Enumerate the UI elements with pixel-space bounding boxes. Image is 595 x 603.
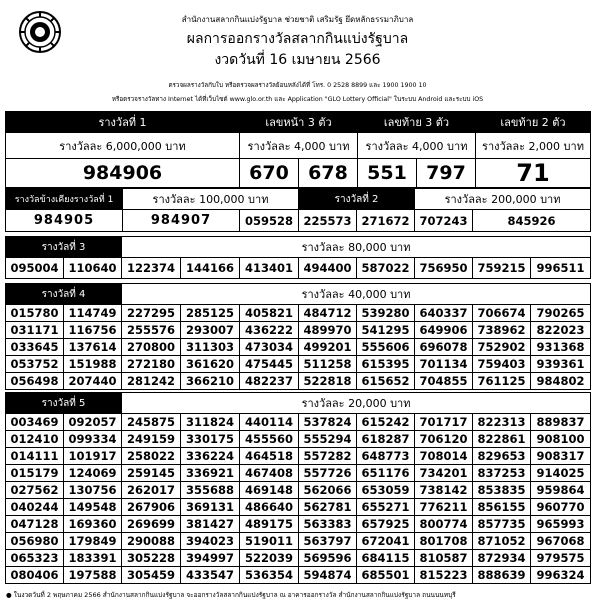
back3-number: 797 <box>417 159 476 188</box>
fifth-prize-number: 618287 <box>357 431 415 448</box>
fourth-prize-number: 649906 <box>415 322 473 339</box>
fifth-prize-number: 684115 <box>357 550 415 567</box>
second-prize-number: 225573 <box>299 210 357 232</box>
fifth-prize-number: 653059 <box>357 482 415 499</box>
fifth-prize-number: 536354 <box>240 567 299 584</box>
fifth-prize-number: 871052 <box>473 533 531 550</box>
fifth-prize-number: 330175 <box>181 431 240 448</box>
third-prize-number: 494400 <box>299 258 357 279</box>
third-prize-number: 110640 <box>64 258 122 279</box>
fifth-prize-number: 440114 <box>240 414 299 431</box>
fourth-prize-number: 640337 <box>415 305 473 322</box>
first-prize-label: รางวัลที่ 1 <box>6 112 240 133</box>
back2-amount: รางวัลละ 2,000 บาท <box>476 133 591 159</box>
table-row <box>6 533 591 550</box>
fifth-prize-number: 651176 <box>357 465 415 482</box>
fifth-prize-number: 708014 <box>415 448 473 465</box>
fourth-prize-number: 522818 <box>299 373 357 390</box>
fourth-prize-number: 255576 <box>122 322 181 339</box>
fifth-prize-number: 822861 <box>473 431 531 448</box>
table-row <box>6 431 591 448</box>
fourth-prize-number: 053752 <box>6 356 64 373</box>
fourth-prize-number: 790265 <box>531 305 591 322</box>
third-prize-label: รางวัลที่ 3 <box>6 237 122 258</box>
fourth-prize-number: 484712 <box>299 305 357 322</box>
fourth-prize-number: 615395 <box>357 356 415 373</box>
fifth-prize-number: 249159 <box>122 431 181 448</box>
fourth-prize-number: 738962 <box>473 322 531 339</box>
fourth-prize-number: 114749 <box>64 305 122 322</box>
fifth-prize-number: 519011 <box>240 533 299 550</box>
fifth-prize-number: 908100 <box>531 431 591 448</box>
table-row <box>6 414 591 431</box>
fifth-prize-number: 124069 <box>64 465 122 482</box>
fifth-prize-number: 738142 <box>415 482 473 499</box>
fifth-prize-number: 262017 <box>122 482 181 499</box>
draw-date: งวดวันที่ 16 เมษายน 2566 <box>214 52 381 68</box>
check-info: ตรวจผลรางวัลกับใบ หรือตรวจผลรางวัลย้อนหลังได้ที่ โทร. 0 2528 8899 และ 1900 1900 10 <box>168 82 427 89</box>
second-prize-label: รางวัลที่ 2 <box>299 189 415 210</box>
table-row <box>6 356 591 373</box>
fifth-prize-table <box>5 392 591 584</box>
fourth-prize-number: 822023 <box>531 322 591 339</box>
fifth-prize-number: 594874 <box>299 567 357 584</box>
fifth-prize-number: 258022 <box>122 448 181 465</box>
fourth-prize-number: 436222 <box>240 322 299 339</box>
fifth-prize-number: 685501 <box>357 567 415 584</box>
near-first-number: 984907 <box>123 210 240 232</box>
first-prize-number: 984906 <box>6 159 240 188</box>
fifth-prize-number: 734201 <box>415 465 473 482</box>
fifth-prize-number: 960770 <box>531 499 591 516</box>
fifth-prize-number: 355688 <box>181 482 240 499</box>
fourth-prize-number: 056498 <box>6 373 64 390</box>
fifth-prize-number: 369131 <box>181 499 240 516</box>
fifth-prize-number: 394997 <box>181 550 240 567</box>
third-prize-number: 587022 <box>357 258 415 279</box>
table-row <box>6 567 591 584</box>
footer-note: ● ในงวดวันที่ 2 พฤษภาคม 2566 สำนักงานสลากกินแบ่งรัฐบาล จะออกรางวัลสลากกินแบ่งรัฐบาล ณ อาคารออกรางวัล สำนักงานสลากกินแบ่งรัฐบาล ถนนนนทบุรี <box>6 591 456 599</box>
second-prize-number: 845926 <box>473 210 591 232</box>
fifth-prize-number: 245875 <box>122 414 181 431</box>
fourth-prize-number: 473034 <box>240 339 299 356</box>
table-row <box>6 448 591 465</box>
fifth-prize-number: 706120 <box>415 431 473 448</box>
fifth-prize-number: 557282 <box>299 448 357 465</box>
fifth-prize-number: 065323 <box>6 550 64 567</box>
fourth-prize-number: 761125 <box>473 373 531 390</box>
fifth-prize-number: 197588 <box>64 567 122 584</box>
fifth-prize-number: 701717 <box>415 414 473 431</box>
fourth-prize-number: 281242 <box>122 373 181 390</box>
fifth-prize-number: 801708 <box>415 533 473 550</box>
back2-label: เลขท้าย 2 ตัว <box>476 112 591 133</box>
second-prize-number: 271672 <box>357 210 415 232</box>
second-prize-number: 707243 <box>415 210 473 232</box>
fifth-prize-number: 872934 <box>473 550 531 567</box>
fourth-prize-number: 984802 <box>531 373 591 390</box>
back3-number: 551 <box>358 159 417 188</box>
fifth-prize-number: 815223 <box>415 567 473 584</box>
second-prize-number: 059528 <box>240 210 299 232</box>
fifth-prize-number: 455560 <box>240 431 299 448</box>
third-prize-number: 144166 <box>181 258 240 279</box>
fifth-prize-number: 183391 <box>64 550 122 567</box>
fourth-prize-number: 499201 <box>299 339 357 356</box>
fifth-prize-number: 959864 <box>531 482 591 499</box>
fifth-prize-number: 015179 <box>6 465 64 482</box>
fifth-prize-number: 853835 <box>473 482 531 499</box>
fifth-prize-number: 557726 <box>299 465 357 482</box>
near-and-second-table <box>5 188 591 232</box>
fifth-prize-number: 169360 <box>64 516 122 533</box>
fifth-prize-number: 489175 <box>240 516 299 533</box>
fifth-prize-number: 130756 <box>64 482 122 499</box>
table-row <box>6 516 591 533</box>
fourth-prize-number: 931368 <box>531 339 591 356</box>
third-prize-number: 095004 <box>6 258 64 279</box>
fifth-prize-number: 336224 <box>181 448 240 465</box>
fourth-prize-number: 293007 <box>181 322 240 339</box>
fourth-prize-number: 555606 <box>357 339 415 356</box>
fourth-prize-number: 511258 <box>299 356 357 373</box>
third-prize-number: 756950 <box>415 258 473 279</box>
internet-info: หรือตรวจรางวัลทาง Internet ได้ที่เว็บไซต์ www.glo.or.th และ Application "GLO Lottery Official" ในระบบ Android และระบบ iOS <box>111 96 484 103</box>
fourth-prize-number: 405821 <box>240 305 299 322</box>
fourth-prize-number: 227295 <box>122 305 181 322</box>
fifth-prize-number: 305459 <box>122 567 181 584</box>
fourth-prize-number: 696078 <box>415 339 473 356</box>
fourth-prize-number: 033645 <box>6 339 64 356</box>
fifth-prize-number: 856155 <box>473 499 531 516</box>
near-first-amount: รางวัลละ 100,000 บาท <box>123 189 299 210</box>
fifth-prize-number: 888639 <box>473 567 531 584</box>
fifth-prize-number: 336921 <box>181 465 240 482</box>
fifth-prize-number: 672041 <box>357 533 415 550</box>
fourth-prize-number: 615652 <box>357 373 415 390</box>
fifth-prize-number: 290088 <box>122 533 181 550</box>
fifth-prize-number: 305228 <box>122 550 181 567</box>
third-prize-number: 996511 <box>531 258 591 279</box>
fifth-prize-number: 562781 <box>299 499 357 516</box>
fifth-prize-number: 056980 <box>6 533 64 550</box>
fifth-prize-number: 537824 <box>299 414 357 431</box>
header <box>0 0 595 68</box>
fifth-prize-number: 179849 <box>64 533 122 550</box>
fifth-prize-number: 080406 <box>6 567 64 584</box>
fourth-prize-number: 539280 <box>357 305 415 322</box>
fifth-prize-number: 889837 <box>531 414 591 431</box>
fourth-prize-table <box>5 283 591 390</box>
back2-number: 71 <box>476 159 591 188</box>
first-prize-amount: รางวัลละ 6,000,000 บาท <box>6 133 240 159</box>
fourth-prize-number: 701134 <box>415 356 473 373</box>
fourth-prize-number: 482237 <box>240 373 299 390</box>
fifth-prize-number: 655271 <box>357 499 415 516</box>
fifth-prize-number: 027562 <box>6 482 64 499</box>
fifth-prize-number: 012410 <box>6 431 64 448</box>
fifth-prize-number: 615242 <box>357 414 415 431</box>
fourth-prize-number: 285125 <box>181 305 240 322</box>
fifth-prize-number: 648773 <box>357 448 415 465</box>
fifth-prize-number: 259145 <box>122 465 181 482</box>
fourth-prize-amount: รางวัลละ 40,000 บาท <box>122 284 591 305</box>
fourth-prize-number: 116756 <box>64 322 122 339</box>
fourth-prize-number: 137614 <box>64 339 122 356</box>
fourth-prize-number: 939361 <box>531 356 591 373</box>
front3-label: เลขหน้า 3 ตัว <box>240 112 358 133</box>
fifth-prize-number: 965993 <box>531 516 591 533</box>
table-row <box>6 499 591 516</box>
fifth-prize-number: 099334 <box>64 431 122 448</box>
second-prize-amount: รางวัลละ 200,000 บาท <box>415 189 591 210</box>
fifth-prize-number: 311824 <box>181 414 240 431</box>
fifth-prize-number: 381427 <box>181 516 240 533</box>
fourth-prize-number: 272180 <box>122 356 181 373</box>
fourth-prize-number: 752902 <box>473 339 531 356</box>
fourth-prize-number: 759403 <box>473 356 531 373</box>
fifth-prize-number: 047128 <box>6 516 64 533</box>
fifth-prize-number: 269699 <box>122 516 181 533</box>
fifth-prize-number: 267906 <box>122 499 181 516</box>
fourth-prize-number: 366210 <box>181 373 240 390</box>
fifth-prize-label: รางวัลที่ 5 <box>6 393 122 414</box>
fifth-prize-number: 908317 <box>531 448 591 465</box>
fifth-prize-number: 433547 <box>181 567 240 584</box>
fourth-prize-number: 541295 <box>357 322 415 339</box>
fifth-prize-number: 829653 <box>473 448 531 465</box>
table-row <box>6 305 591 322</box>
fourth-prize-number: 015780 <box>6 305 64 322</box>
fifth-prize-number: 996324 <box>531 567 591 584</box>
third-prize-number: 759215 <box>473 258 531 279</box>
fifth-prize-number: 394023 <box>181 533 240 550</box>
fifth-prize-number: 469148 <box>240 482 299 499</box>
near-first-number: 984905 <box>6 210 123 232</box>
table-row <box>6 339 591 356</box>
fourth-prize-number: 311303 <box>181 339 240 356</box>
table-row <box>6 465 591 482</box>
table-row <box>6 482 591 499</box>
fifth-prize-number: 014111 <box>6 448 64 465</box>
fifth-prize-number: 003469 <box>6 414 64 431</box>
fifth-prize-number: 464518 <box>240 448 299 465</box>
fifth-prize-number: 522039 <box>240 550 299 567</box>
fifth-prize-amount: รางวัลละ 20,000 บาท <box>122 393 591 414</box>
organization-line: สำนักงานสลากกินแบ่งรัฐบาล ช่วยชาติ เสริมรัฐ ยึดหลักธรรมาภิบาล <box>181 15 414 24</box>
table-row <box>6 322 591 339</box>
fifth-prize-number: 486640 <box>240 499 299 516</box>
third-prize-number: 413401 <box>240 258 299 279</box>
fifth-prize-number: 563383 <box>299 516 357 533</box>
fifth-prize-number: 776211 <box>415 499 473 516</box>
fifth-prize-number: 040244 <box>6 499 64 516</box>
fifth-prize-number: 569596 <box>299 550 357 567</box>
fourth-prize-number: 489970 <box>299 322 357 339</box>
fifth-prize-number: 101917 <box>64 448 122 465</box>
fourth-prize-number: 361620 <box>181 356 240 373</box>
fifth-prize-number: 149548 <box>64 499 122 516</box>
fifth-prize-number: 914025 <box>531 465 591 482</box>
fifth-prize-number: 555294 <box>299 431 357 448</box>
fifth-prize-number: 657925 <box>357 516 415 533</box>
near-first-label: รางวัลข้างเคียงรางวัลที่ 1 <box>6 189 123 210</box>
fourth-prize-label: รางวัลที่ 4 <box>6 284 122 305</box>
back3-amount: รางวัลละ 4,000 บาท <box>358 133 476 159</box>
fourth-prize-number: 704855 <box>415 373 473 390</box>
fourth-prize-number: 031171 <box>6 322 64 339</box>
fourth-prize-number: 706674 <box>473 305 531 322</box>
fifth-prize-number: 979575 <box>531 550 591 567</box>
top-prizes-table <box>5 111 591 188</box>
fourth-prize-number: 151988 <box>64 356 122 373</box>
back3-label: เลขท้าย 3 ตัว <box>358 112 476 133</box>
third-prize-amount: รางวัลละ 80,000 บาท <box>122 237 591 258</box>
fifth-prize-number: 467408 <box>240 465 299 482</box>
third-prize-number: 122374 <box>122 258 181 279</box>
fifth-prize-number: 092057 <box>64 414 122 431</box>
fourth-prize-number: 207440 <box>64 373 122 390</box>
front3-number: 678 <box>299 159 358 188</box>
fifth-prize-number: 800774 <box>415 516 473 533</box>
front3-amount: รางวัลละ 4,000 บาท <box>240 133 358 159</box>
fifth-prize-number: 837253 <box>473 465 531 482</box>
fifth-prize-number: 857735 <box>473 516 531 533</box>
fifth-prize-number: 563797 <box>299 533 357 550</box>
fifth-prize-number: 967068 <box>531 533 591 550</box>
table-row <box>6 550 591 567</box>
table-row <box>6 373 591 390</box>
fourth-prize-number: 475445 <box>240 356 299 373</box>
fifth-prize-number: 562066 <box>299 482 357 499</box>
front3-number: 670 <box>240 159 299 188</box>
fourth-prize-number: 270800 <box>122 339 181 356</box>
fifth-prize-number: 810587 <box>415 550 473 567</box>
fifth-prize-number: 822313 <box>473 414 531 431</box>
page-title: ผลการออกรางวัลสลากกินแบ่งรัฐบาล <box>186 31 409 47</box>
third-prize-table <box>5 236 591 279</box>
